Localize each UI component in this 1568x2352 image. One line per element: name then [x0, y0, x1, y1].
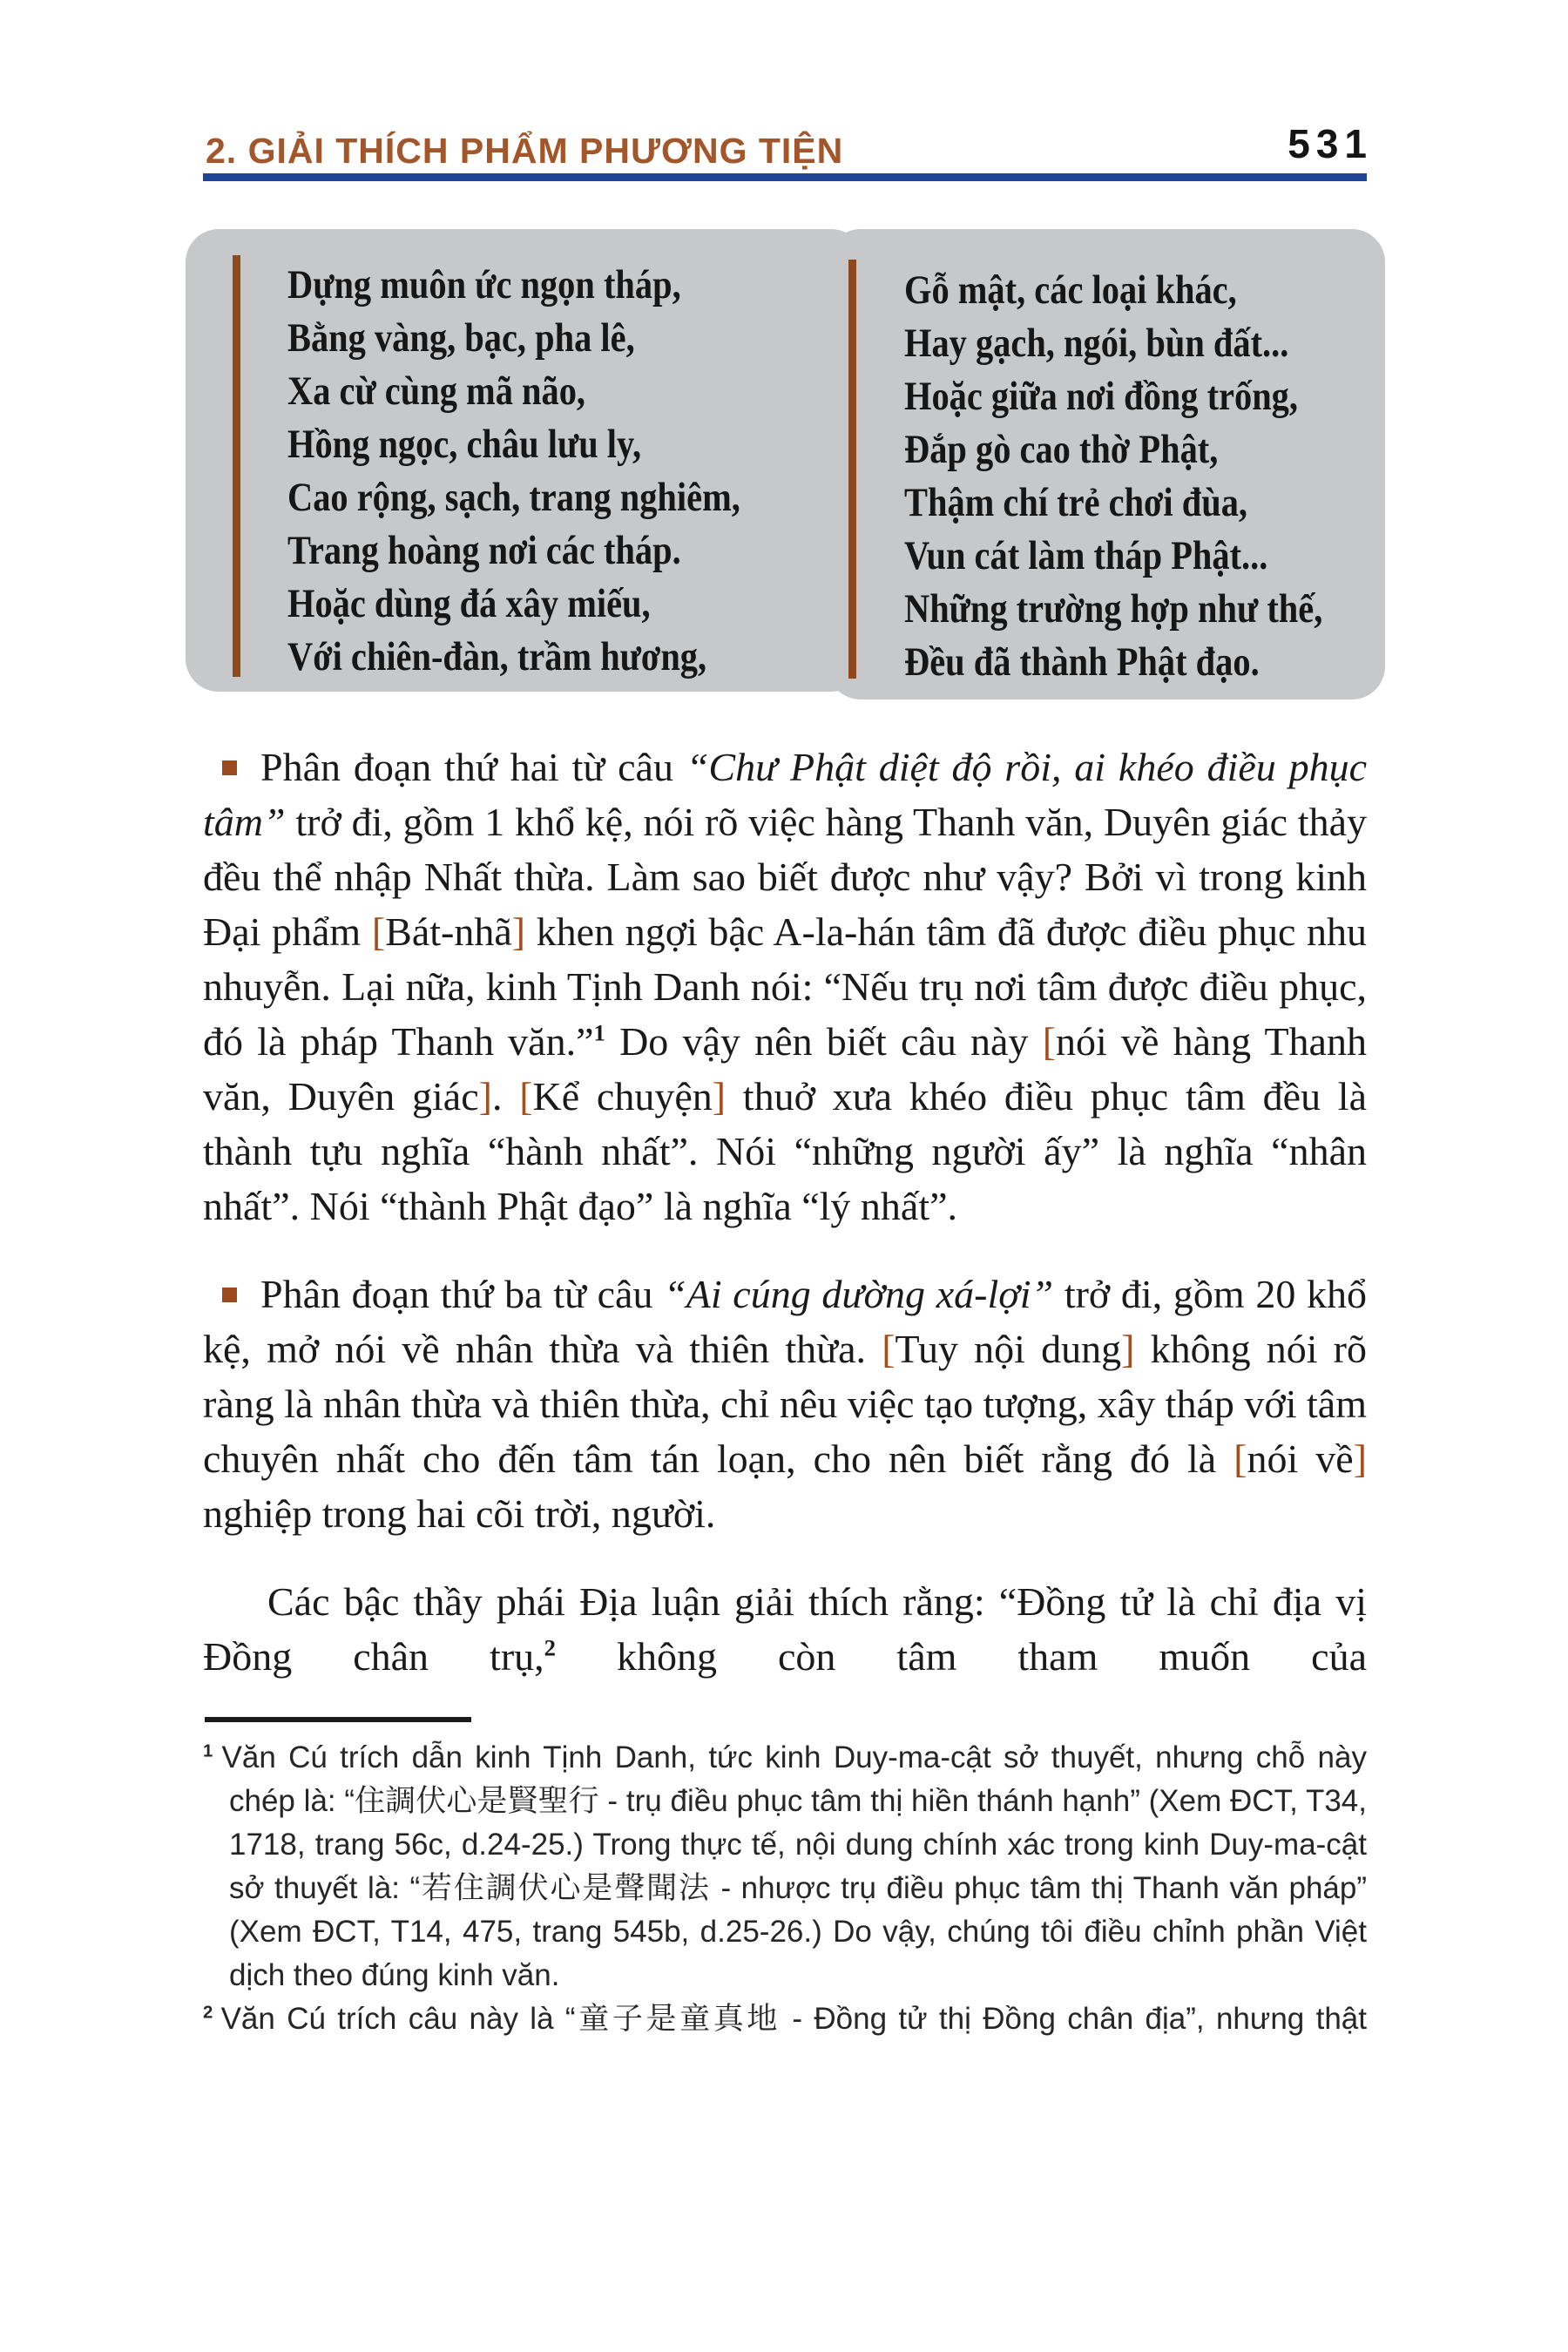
paragraph-bullet-icon	[222, 1288, 237, 1302]
footnote-separator	[205, 1717, 471, 1722]
verse-line: Cao rộng, sạch, trang nghiêm,	[287, 475, 740, 520]
verse-line: Vun cát làm tháp Phật...	[904, 533, 1268, 578]
verse-line: Xa cừ cùng mã não,	[287, 368, 586, 414]
verse-line: Thậm chí trẻ chơi đùa,	[904, 480, 1248, 525]
verse-line: Dựng muôn ức ngọn tháp,	[287, 262, 681, 308]
body-text	[203, 740, 1367, 2041]
verse-line: Hay gạch, ngói, bùn đất...	[904, 321, 1289, 366]
body-paragraph: Các bậc thầy phái Địa luận giải thích rằng: “Đồng tử là chỉ địa vị Đồng chân trụ,$^2$ không còn tâm tham muốn của	[203, 1579, 1367, 1679]
footnote-item: $^1$ Văn Cú trích dẫn kinh Tịnh Danh, tức kinh Duy-ma-cật sở thuyết, nhưng chỗ này chép là: “住調伏心是賢聖行 - trụ điều phục tâm thị hiền thánh hạnh” (Xem ĐCT, T34, 1718, trang 56c, d.24-25.) Trong thực tế, nội dung chính xác trong kinh Duy-ma-cật sở thuyết là: “若住調伏心是聲聞法 - nhược trụ điều phục tâm thị Thanh văn pháp” (Xem ĐCT, T14, 475, trang 545b, d.25-26.) Do vậy, chúng tôi điều chỉnh phần Việt dịch theo đúng kinh văn.	[203, 1740, 1367, 1992]
verse-line: Hoặc giữa nơi đồng trống,	[904, 374, 1299, 419]
verse-line: Những trường hợp như thế,	[904, 586, 1323, 632]
verse-line: Hoặc dùng đá xây miếu,	[287, 581, 651, 626]
body-paragraph: Phân đoạn thứ ba từ câu “Ai cúng dường xá-lợi” trở đi, gồm 20 khổ kệ, mở nói về nhân thừa và thiên thừa. [Tuy nội dung] không nói rõ ràng là nhân thừa và thiên thừa, chỉ nêu việc tạo tượng, xây tháp với tâm chuyên nhất cho đến tâm tán loạn, cho nên biết rằng đó là [nói về] nghiệp trong hai cõi trời, người.	[203, 1272, 1368, 1536]
verse-line: Hồng ngọc, châu lưu ly,	[287, 422, 642, 467]
verse-left-bar	[233, 255, 240, 677]
body-paragraphs	[203, 740, 1367, 1684]
footnote-item: $^2$ Văn Cú trích câu này là “童子是童真地 - Đồng tử thị Đồng chân địa”, nhưng thật	[203, 2002, 1367, 2036]
header-rule	[203, 173, 1367, 181]
verse-line: Bằng vàng, bạc, pha lê,	[287, 315, 635, 361]
verse-column-right	[904, 264, 1322, 689]
verse-line: Với chiên-đàn, trầm hương,	[287, 634, 707, 679]
footnotes	[203, 1736, 1367, 2041]
verse-right-bar	[848, 260, 856, 679]
verse-line: Gỗ mật, các loại khác,	[904, 267, 1237, 313]
section-title: 2. GIẢI THÍCH PHẨM PHƯƠNG TIỆN	[206, 131, 844, 171]
paragraph-bullet-icon	[222, 760, 237, 775]
page-number: 531	[1288, 121, 1373, 166]
footnote-number: 2	[203, 2003, 221, 2023]
verse-line: Trang hoàng nơi các tháp.	[287, 528, 681, 573]
body-paragraph: Phân đoạn thứ hai từ câu “Chư Phật diệt độ rồi, ai khéo điều phục tâm” trở đi, gồm 1 khổ kệ, nói rõ việc hàng Thanh văn, Duyên giác thảy đều thể nhập Nhất thừa. Làm sao biết được như vậy? Bởi vì trong kinh Đại phẩm [Bát-nhã] khen ngợi bậc A-la-hán tâm đã được điều phục nhu nhuyễn. Lại nữa, kinh Tịnh Danh nói: “Nếu trụ nơi tâm được điều phục, đó là pháp Thanh văn.”$^1$ Do vậy nên biết câu này [nói về hàng Thanh văn, Duyên giác]. [Kể chuyện] thuở xưa khéo điều phục tâm đều là thành tựu nghĩa “hành nhất”. Nói “những người ấy” là nghĩa “nhân nhất”. Nói “thành Phật đạo” là nghĩa “lý nhất”.	[203, 745, 1368, 1228]
footnote-number: 1	[203, 1741, 222, 1761]
verse-column-left	[287, 259, 740, 684]
verse-line: Đắp gò cao thờ Phật,	[904, 427, 1219, 472]
verse-line: Đều đã thành Phật đạo.	[904, 639, 1260, 685]
